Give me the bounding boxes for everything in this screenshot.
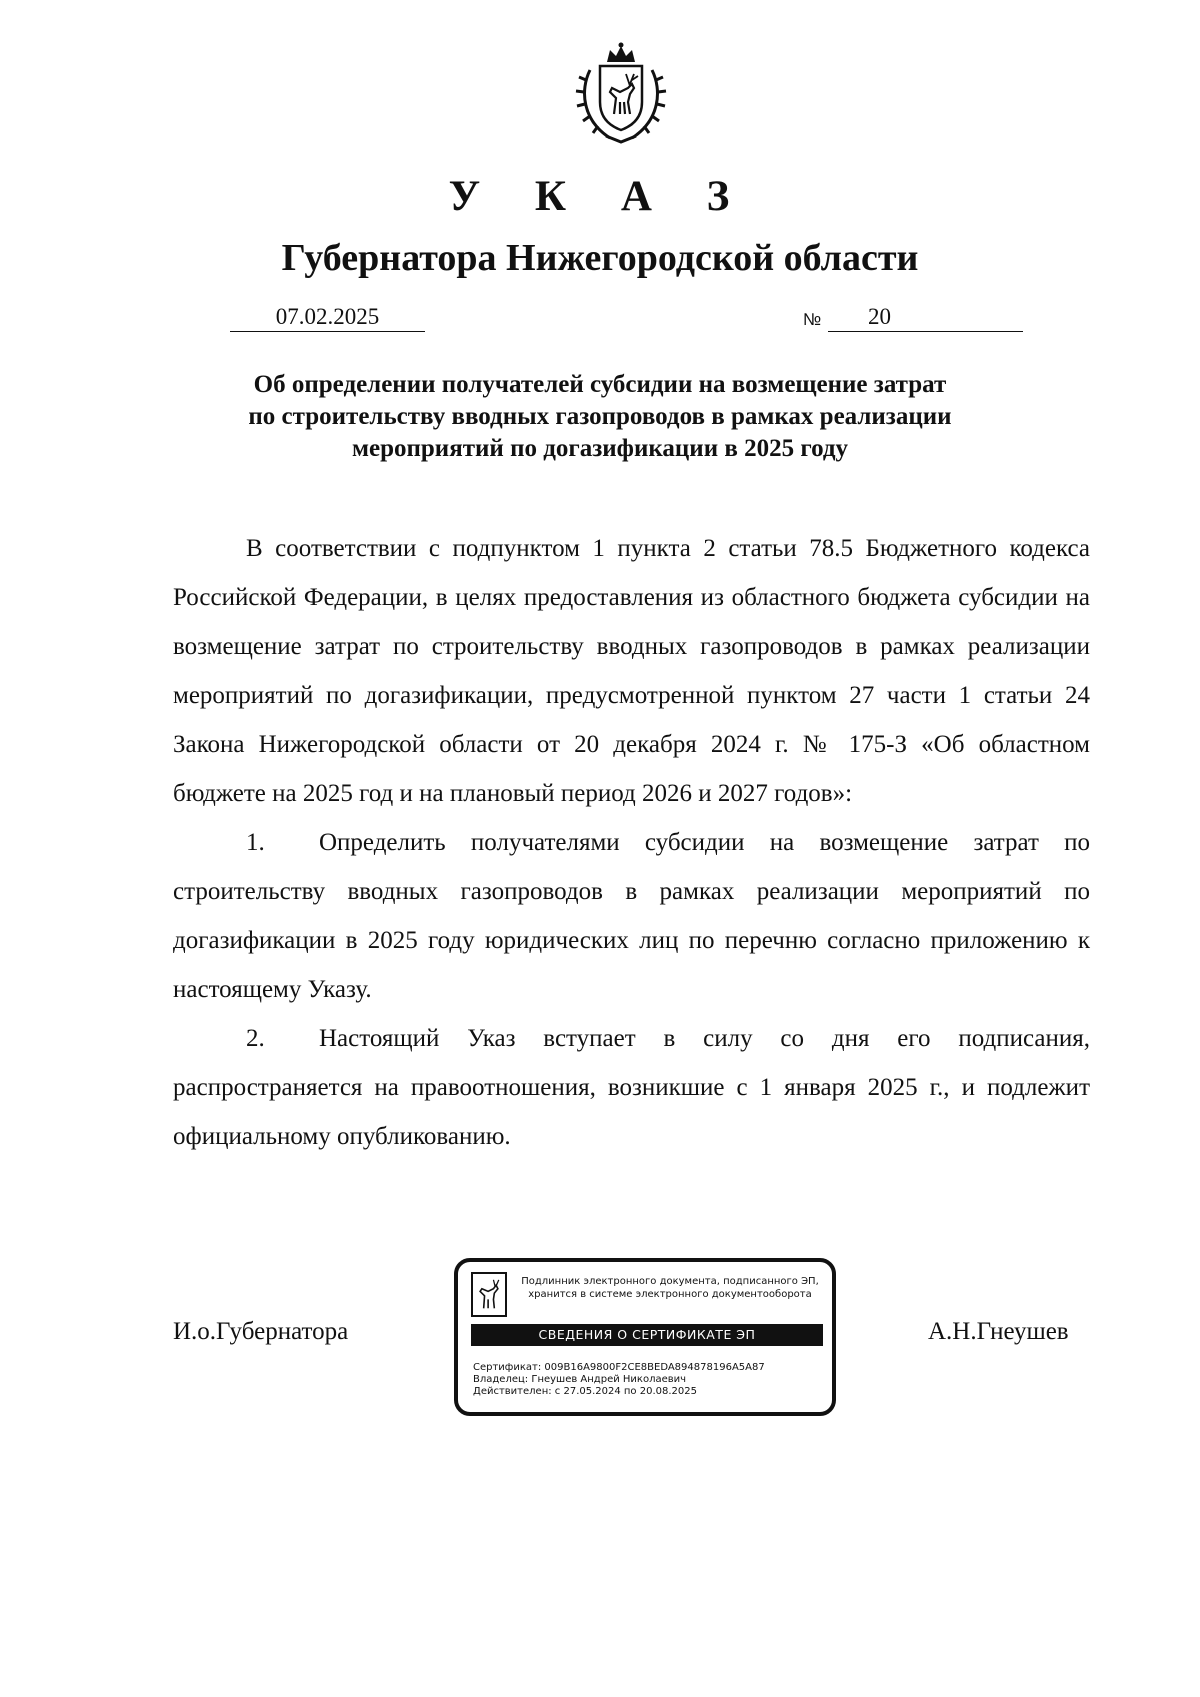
electronic-signature-stamp xyxy=(454,1258,836,1416)
document-subtitle: Губернатора Нижегородской области xyxy=(281,237,919,279)
preamble-paragraph: В соответствии с подпунктом 1 пункта 2 статьи 78.5 Бюджетного кодекса Российской Федерации, в целях предоставления из областного бюджета субсидии на возмещение затрат по строительству вводных газопроводов в рамках реализации мероприятий по догазификации, предусмотренной пунктом 27 части 1 статьи 24 Закона Нижегородской области от 20 декабря 2024 г. № 175-З «Об областном бюджете на 2025 год и на плановый период 2026 и 2027 годов»: xyxy=(173,535,1090,807)
document-number xyxy=(828,303,1023,332)
stamp-header-line: хранится в системе электронного документооборота xyxy=(528,1289,812,1300)
deer-emblem-icon xyxy=(471,1272,507,1317)
heading-line: по строительству вводных газопроводов в рамках реализации xyxy=(248,403,952,430)
stamp-certificate-details xyxy=(473,1362,765,1398)
item-text: Настоящий Указ вступает в силу со дня его подписания, распространяется на правоотношения, возникшие с 1 января 2025 г., и подлежит официальному опубликованию. xyxy=(173,1025,1090,1150)
heading-line: мероприятий по догазификации в 2025 году xyxy=(351,435,849,462)
stamp-header xyxy=(510,1275,830,1301)
item-text: Определить получателями субсидии на возмещение затрат по строительству вводных газопроводов в рамках реализации мероприятий по догазификации в 2025 году юридических лиц по перечню согласно приложению к настоящему Указу. xyxy=(173,829,1090,1003)
coat-of-arms-emblem xyxy=(570,40,672,146)
stamp-header-line: Подлинник электронного документа, подписанного ЭП, xyxy=(521,1276,819,1287)
signer-position: И.о.Губернатора xyxy=(173,1318,349,1345)
document-number-value: 20 xyxy=(868,304,891,329)
stamp-certificate-id: Сертификат: 009B16A9800F2CE8BEDA894878196A5A87 xyxy=(473,1362,765,1373)
item-paragraph xyxy=(173,1014,1090,1161)
stamp-owner: Владелец: Гнеушев Андрей Николаевич xyxy=(473,1374,687,1385)
signer-name: А.Н.Гнеушев xyxy=(928,1318,1069,1345)
item-number: 2. xyxy=(246,1025,265,1052)
stamp-certificate-bar: СВЕДЕНИЯ О СЕРТИФИКАТЕ ЭП xyxy=(471,1324,823,1346)
item-number: 1. xyxy=(246,829,265,856)
number-label: № xyxy=(803,310,822,329)
document-title: У К А З xyxy=(448,173,752,220)
document-date: 07.02.2025 xyxy=(230,303,425,332)
document-heading xyxy=(150,369,1050,465)
document-body xyxy=(173,524,1090,1161)
stamp-validity: Действителен: с 27.05.2024 по 20.08.2025 xyxy=(473,1386,697,1397)
heading-line: Об определении получателей субсидии на возмещение затрат xyxy=(253,371,947,398)
item-paragraph xyxy=(173,818,1090,1014)
